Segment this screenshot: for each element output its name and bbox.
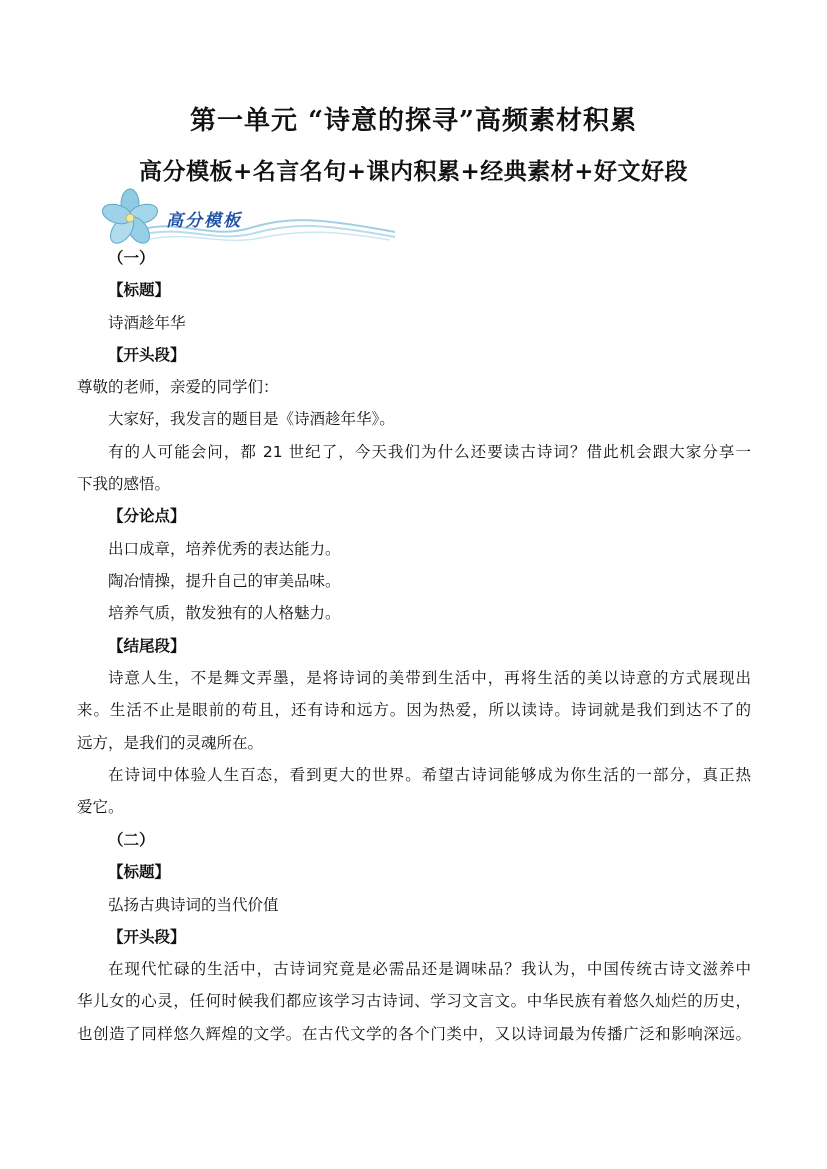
heading-opening: 【开头段】 <box>108 346 186 364</box>
section-number: （一） <box>108 249 155 267</box>
heading-ending: 【结尾段】 <box>108 637 186 655</box>
paragraph-line: 华儿女的心灵，任何时候我们都应该学习古诗词、学习文言文。中华民族有着悠久灿烂的历史， <box>77 992 751 1010</box>
paragraph-line: 大家好，我发言的题目是《诗酒趁年华》。 <box>108 410 395 428</box>
point-item: 培养气质，散发独有的人格魅力。 <box>108 604 341 622</box>
paragraph-line: 下我的感悟。 <box>77 475 171 493</box>
paragraph-line: 在诗词中体验人生百态，看到更大的世界。希望古诗词能够成为你生活的一部分，真正热 <box>108 766 751 784</box>
point-item: 出口成章，培养优秀的表达能力。 <box>108 540 341 558</box>
document-subtitle: 高分模板+名言名句+课内积累+经典素材+好文好段 <box>138 158 689 185</box>
heading-opening: 【开头段】 <box>108 928 186 946</box>
section-number: （二） <box>108 831 155 849</box>
banner-label: 高分模板 <box>166 211 242 231</box>
paragraph-line: 远方，是我们的灵魂所在。 <box>77 734 264 752</box>
flower-icon <box>100 188 400 248</box>
paragraph-line: 有的人可能会问，都 21 世纪了，今天我们为什么还要读古诗词？借此机会跟大家分享一 <box>108 443 751 461</box>
document-title: 第一单元 “诗意的探寻”高频素材积累 <box>190 106 637 136</box>
paragraph-line: 也创造了同样悠久辉煌的文学。在古代文学的各个门类中，又以诗词最为传播广泛和影响深远。 <box>77 1025 751 1043</box>
heading-title: 【标题】 <box>108 281 171 299</box>
point-item: 陶冶情操，提升自己的审美品味。 <box>108 572 341 590</box>
heading-title: 【标题】 <box>108 863 171 881</box>
paragraph-line: 爱它。 <box>77 798 124 816</box>
title-text: 弘扬古典诗词的当代价值 <box>108 896 279 914</box>
section-banner <box>100 188 400 248</box>
paragraph-line: 在现代忙碌的生活中，古诗词究竟是必需品还是调味品？我认为，中国传统古诗文滋养中 <box>108 960 751 978</box>
paragraph-line: 来。生活不止是眼前的苟且，还有诗和远方。因为热爱，所以读诗。诗词就是我们到达不了的 <box>77 701 751 719</box>
heading-points: 【分论点】 <box>108 507 186 525</box>
paragraph-line: 诗意人生，不是舞文弄墨，是将诗词的美带到生活中，再将生活的美以诗意的方式展现出 <box>108 669 751 687</box>
title-text: 诗酒趁年华 <box>108 314 186 332</box>
greeting-line: 尊敬的老师，亲爱的同学们： <box>77 378 279 396</box>
